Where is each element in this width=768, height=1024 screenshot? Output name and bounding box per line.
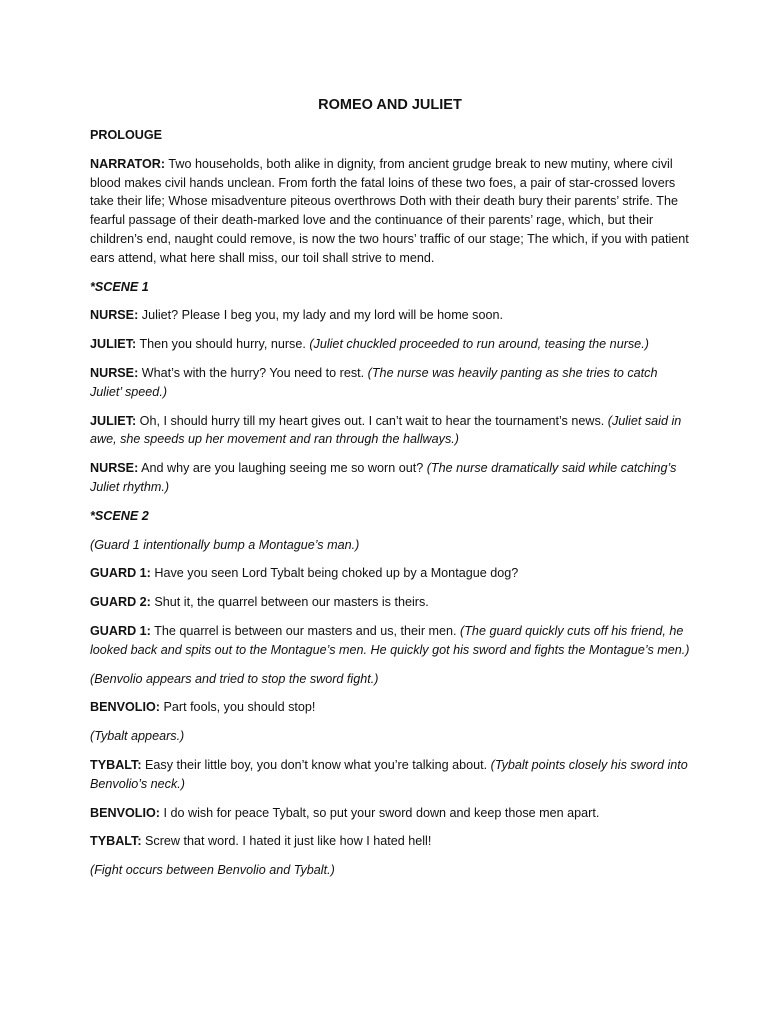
- speaker-name: NURSE:: [90, 308, 139, 323]
- stage-direction: (The guard quickly cuts off his friend, he looked back and spits out to the Montague’s men. He quickly got his sword and fights the Montague’s men.): [90, 623, 690, 657]
- stage-direction: (Juliet chuckled proceeded to run around, teasing the nurse.): [309, 337, 649, 352]
- dialogue-line: [90, 364, 690, 402]
- line-text: Have you seen Lord Tybalt being choked up by a Montague dog?: [150, 566, 519, 581]
- dialogue-line: [90, 832, 690, 851]
- stage-direction: (Benvolio appears and tried to stop the sword fight.): [90, 671, 379, 686]
- line-text: Screw that word. I hated it just like how I hated hell!: [141, 834, 432, 849]
- dialogue-line: [90, 804, 690, 823]
- page-title: ROMEO AND JULIET: [318, 97, 462, 113]
- line-text: The quarrel is between our masters and us, their men.: [150, 623, 461, 638]
- speaker-name: TYBALT:: [90, 757, 142, 772]
- speaker-name: NURSE:: [90, 461, 139, 476]
- line-text: And why are you laughing seeing me so worn out?: [138, 461, 427, 476]
- stage-direction: (Fight occurs between Benvolio and Tybalt.): [90, 863, 335, 878]
- dialogue-line: [90, 306, 690, 325]
- dialogue-line: [90, 155, 690, 268]
- dialogue-line: [90, 756, 690, 794]
- line-text: Easy their little boy, you don’t know what you’re talking about.: [141, 757, 491, 772]
- line-text: Two households, both alike in dignity, from ancient grudge break to new mutiny, where civil blood makes civil hands unclean. From forth the fatal loins of these two foes, a pair of star-crossed lovers take their life; Whose misadventure piteous overthrows Doth with their death bury their parents’ strife. The fearful passage of their death-marked love and the continuance of their parents’ rage, which, but their children’s end, naught could remove, is now the two hours’ traffic of our stage; The which, if you with patient ears attend, what here shall miss, our toil shall strive to mend.: [90, 156, 689, 265]
- prologue-heading: PROLOUGE: [90, 128, 163, 142]
- line-text: Juliet? Please I beg you, my lady and my lord will be home soon.: [138, 308, 503, 323]
- scene-heading: *SCENE 1: [90, 279, 149, 294]
- dialogue-line: [90, 335, 690, 354]
- line-text: I do wish for peace Tybalt, so put your sword down and keep those men apart.: [159, 805, 600, 820]
- speaker-name: BENVOLIO:: [90, 805, 160, 820]
- stage-direction: (Tybalt appears.): [90, 729, 185, 744]
- script-body: [90, 96, 690, 890]
- line-text: What’s with the hurry? You need to rest.: [138, 365, 368, 380]
- speaker-name: GUARD 2:: [90, 595, 151, 610]
- line-text: Then you should hurry, nurse.: [136, 337, 310, 352]
- stage-direction: (The nurse was heavily panting as she tries to catch Juliet’ speed.): [90, 365, 658, 399]
- speaker-name: JULIET:: [90, 413, 137, 428]
- speaker-name: TYBALT:: [90, 834, 142, 849]
- line-text: Oh, I should hurry till my heart gives out. I can’t wait to hear the tournament’s news.: [136, 413, 608, 428]
- speaker-name: GUARD 1:: [90, 566, 151, 581]
- dialogue-line: [90, 622, 690, 660]
- scene-heading: *SCENE 2: [90, 508, 149, 523]
- dialogue-line: [90, 564, 690, 583]
- speaker-name: BENVOLIO:: [90, 700, 160, 715]
- line-text: Shut it, the quarrel between our masters is theirs.: [150, 595, 429, 610]
- speaker-name: NARRATOR:: [90, 156, 166, 171]
- speaker-name: GUARD 1:: [90, 623, 151, 638]
- stage-direction: (The nurse dramatically said while catching’s Juliet rhythm.): [90, 461, 677, 494]
- dialogue-line: [90, 698, 690, 717]
- dialogue-line: [90, 459, 690, 497]
- stage-direction: (Guard 1 intentionally bump a Montague’s man.): [90, 537, 360, 552]
- speaker-name: JULIET:: [90, 337, 137, 352]
- dialogue-line: [90, 412, 690, 450]
- stage-direction: (Tybalt points closely his sword into Benvolio’s neck.): [90, 757, 688, 791]
- dialogue-line: [90, 593, 690, 612]
- stage-direction: (Juliet said in awe, she speeds up her movement and ran through the hallways.): [90, 413, 682, 447]
- line-text: Part fools, you should stop!: [159, 700, 316, 715]
- speaker-name: NURSE:: [90, 365, 139, 380]
